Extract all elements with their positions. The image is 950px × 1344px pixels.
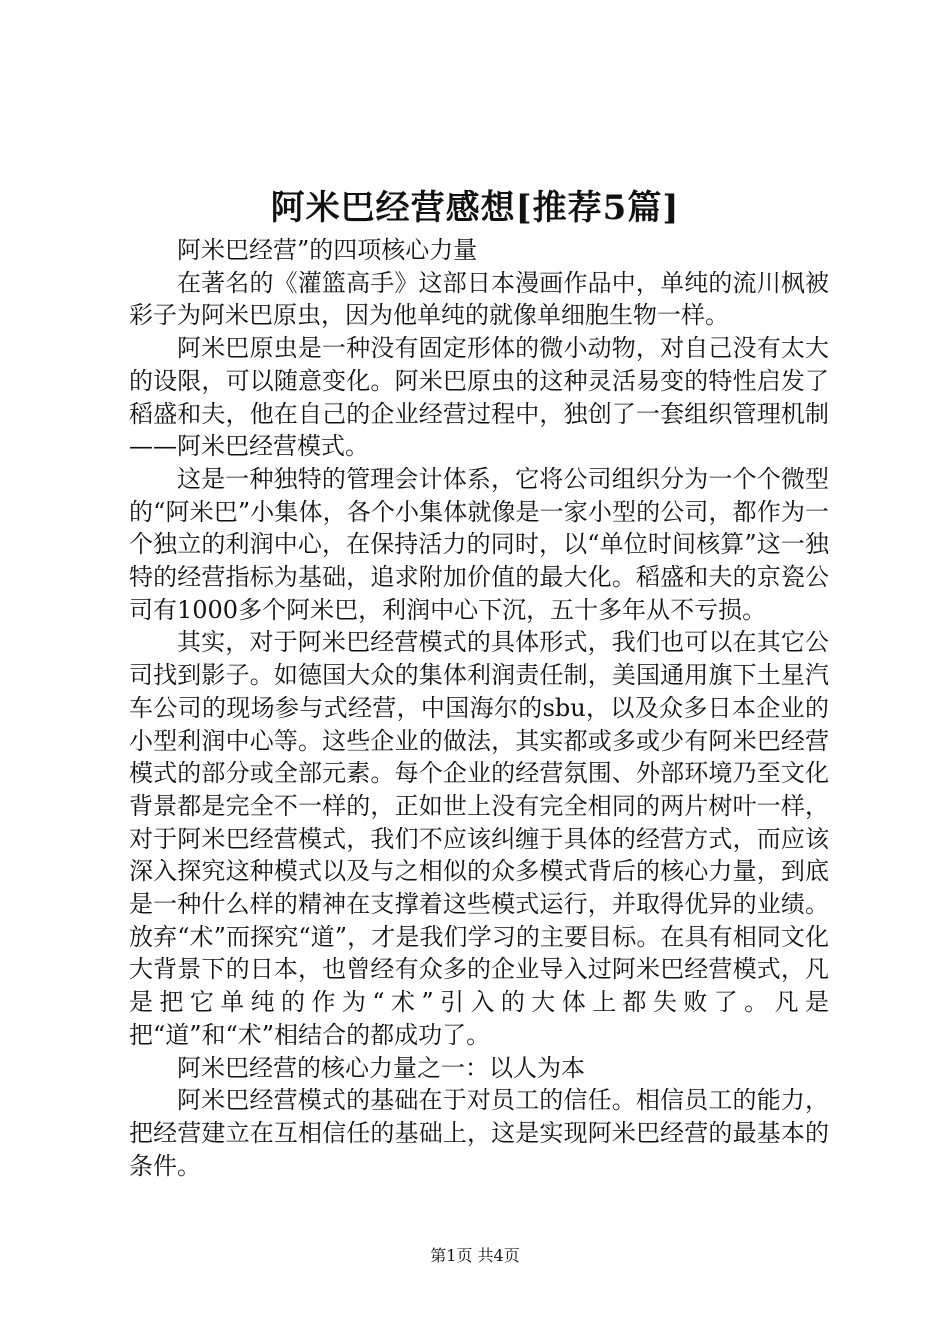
body-paragraph: 这是一种独特的管理会计体系，它将公司组织分为一个个微型的“阿米巴”小集体，各个小集体就像是一家小型的公司，都作为一个独立的利润中心，在保持活力的同时，以“单位时间核算”这一独特的经营指标为基础，追求附加价值的最大化。稻盛和夫的京瓷公司有1000多个阿米巴，利润中心下沉，五十多年从不亏损。 bbox=[129, 464, 829, 624]
body-paragraph: 其实，对于阿米巴经营模式的具体形式，我们也可以在其它公司找到影子。如德国大众的集体利润责任制，美国通用旗下土星汽车公司的现场参与式经营，中国海尔的sbu，以及众多日本企业的小型利润中心等。这些企业的做法，其实都或多或少有阿米巴经营模式的部分或全部元素。每个企业的经营氛围、外部环境乃至文化背景都是完全不一样的，正如世上没有完全相同的两片树叶一样，对于阿米巴经营模式，我们不应该纠缠于具体的经营方式，而应该深入探究这种模式以及与之相似的众多模式背后的核心力量，到底是一种什么样的精神在支撑着这些模式运行，并取得优异的业绩。放弃“术”而探究“道”，才是我们学习的主要目标。在具有相同文化大背景下的日本，也曾经有众多的企业导入过阿米巴经营模式，凡是把它单纯的作为“术”引入的大体上都失败了。凡是把“道”和“术”相结合的都成功了。 bbox=[129, 628, 829, 1049]
body-paragraph: 阿米巴原虫是一种没有固定形体的微小动物，对自己没有太大的设限，可以随意变化。阿米巴原虫的这种灵活易变的特性启发了稻盛和夫，他在自己的企业经营过程中，独创了一套组织管理机制——阿米巴经营模式。 bbox=[129, 334, 829, 461]
document-title: 阿米巴经营感想[推荐5篇] bbox=[270, 188, 680, 228]
body-paragraph: 阿米巴经营模式的基础在于对员工的信任。相信员工的能力，把经营建立在互相信任的基础上，这是实现阿米巴经营的最基本的条件。 bbox=[129, 1086, 829, 1180]
body-paragraph: 阿米巴经营”的四项核心力量 bbox=[177, 236, 478, 264]
page-footer: 第1页 共4页 bbox=[430, 1246, 520, 1265]
body-paragraph: 在著名的《灌篮高手》这部日本漫画作品中，单纯的流川枫被彩子为阿米巴原虫，因为他单纯的就像单细胞生物一样。 bbox=[129, 268, 829, 330]
body-paragraph: 阿米巴经营的核心力量之一：以人为本 bbox=[177, 1053, 585, 1082]
document-body bbox=[129, 234, 829, 1182]
